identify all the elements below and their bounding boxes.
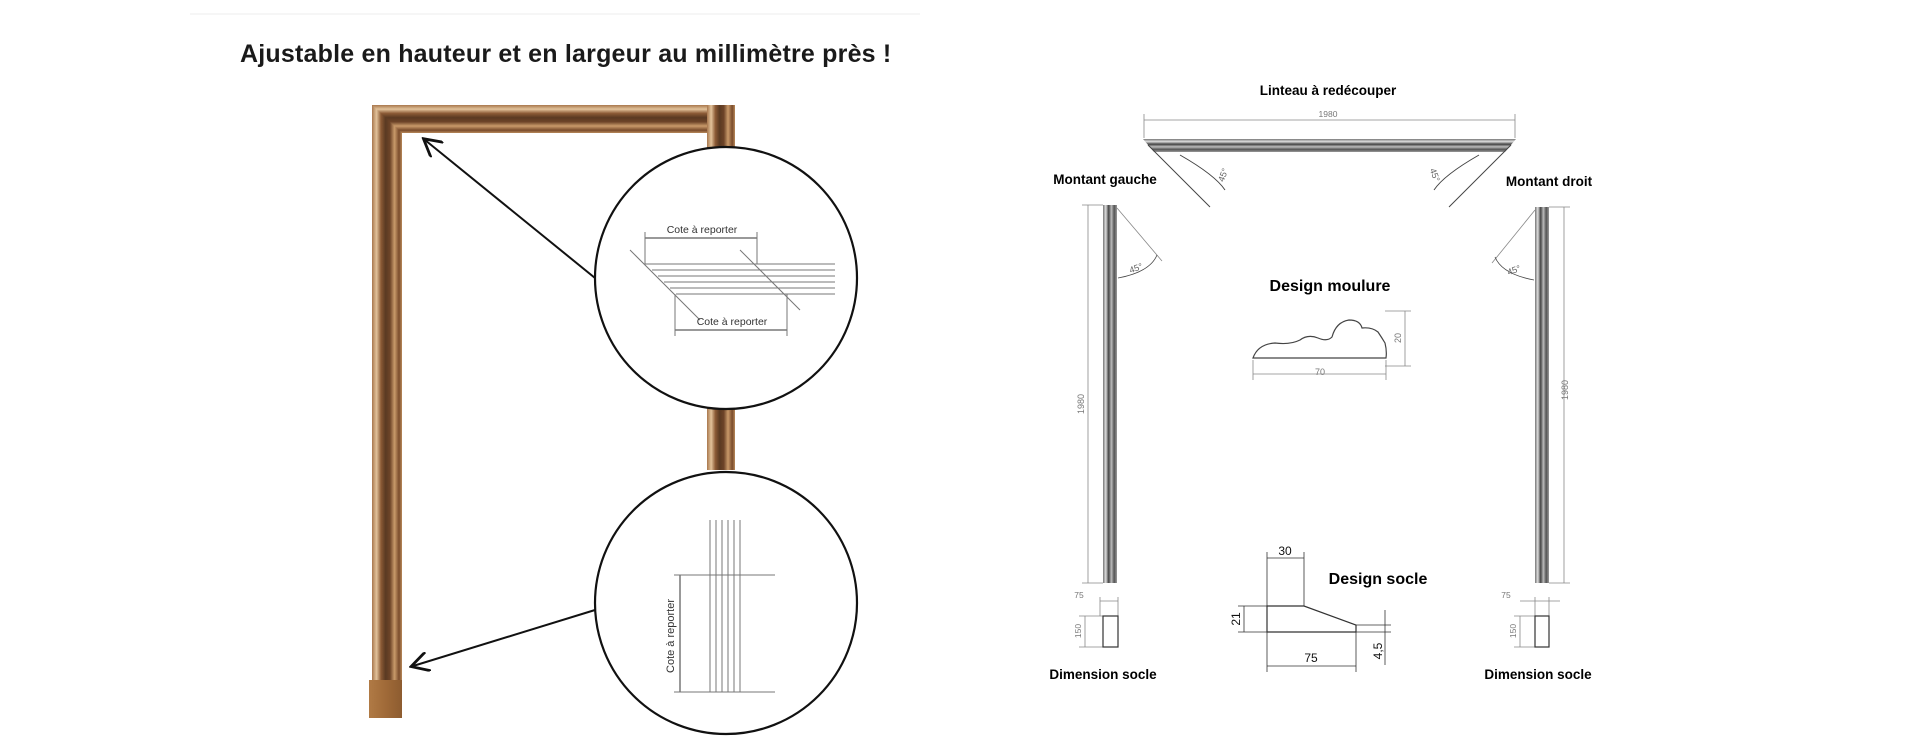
right-base-width-dimension: 75 xyxy=(1501,590,1511,600)
angle-label-left: 45° xyxy=(1127,261,1145,276)
left-height-dimension: 1980 xyxy=(1076,393,1086,415)
base-edge-dimension: 4,5 xyxy=(1371,642,1385,660)
zoom-circle-foot xyxy=(595,472,857,734)
molding-height-dimension: 20 xyxy=(1393,332,1403,344)
arrow-to-foot xyxy=(413,610,595,666)
angle-label-lintel-right: 45° xyxy=(1427,166,1442,184)
base-height-dimension: 21 xyxy=(1229,612,1243,626)
base-top-width-dimension: 30 xyxy=(1278,544,1292,558)
lintel-dimension: 1980 xyxy=(1318,109,1338,119)
left-base-width-dimension: 75 xyxy=(1074,590,1084,600)
right-base-block xyxy=(1535,616,1549,647)
right-height-dimension: 1980 xyxy=(1560,379,1570,401)
base-design-title: Design socle xyxy=(1328,571,1428,588)
base-width-dimension: 75 xyxy=(1304,651,1318,665)
right-upright-bar xyxy=(1535,207,1549,583)
zoom-top-label-upper: Cote à reporter xyxy=(666,224,738,236)
zoom-bottom-label: Cote à reporter xyxy=(665,599,677,673)
lintel-title: Linteau à redécouper xyxy=(1259,83,1397,98)
page-heading: Ajustable en hauteur et en largeur au millimètre près ! xyxy=(240,40,892,68)
molding-profile xyxy=(1253,320,1386,358)
frame-left-jamb xyxy=(372,105,402,680)
right-upright-title: Montant droit xyxy=(1505,174,1593,189)
frame-plinth-block xyxy=(369,680,402,718)
technical-plan xyxy=(1049,83,1592,682)
base-profile xyxy=(1267,606,1356,632)
zoom-circle-corner xyxy=(595,147,857,409)
arrow-to-corner xyxy=(425,140,595,278)
right-base-dimension-title: Dimension socle xyxy=(1484,667,1592,682)
molding-width-dimension: 70 xyxy=(1314,367,1326,377)
angle-label-lintel-left: 45° xyxy=(1216,166,1231,184)
angle-label-right: 45° xyxy=(1505,263,1523,278)
lintel-molding-bar xyxy=(1143,139,1516,152)
frame-lintel xyxy=(372,105,735,133)
right-base-height-dimension: 150 xyxy=(1508,623,1518,639)
left-base-height-dimension: 150 xyxy=(1073,623,1083,639)
left-upright-bar xyxy=(1103,205,1117,583)
molding-design-title: Design moulure xyxy=(1269,278,1391,295)
zoom-top-label-lower: Cote à reporter xyxy=(696,316,768,328)
left-upright-title: Montant gauche xyxy=(1053,172,1157,187)
left-base-dimension-title: Dimension socle xyxy=(1049,667,1157,682)
left-base-block xyxy=(1103,616,1118,647)
